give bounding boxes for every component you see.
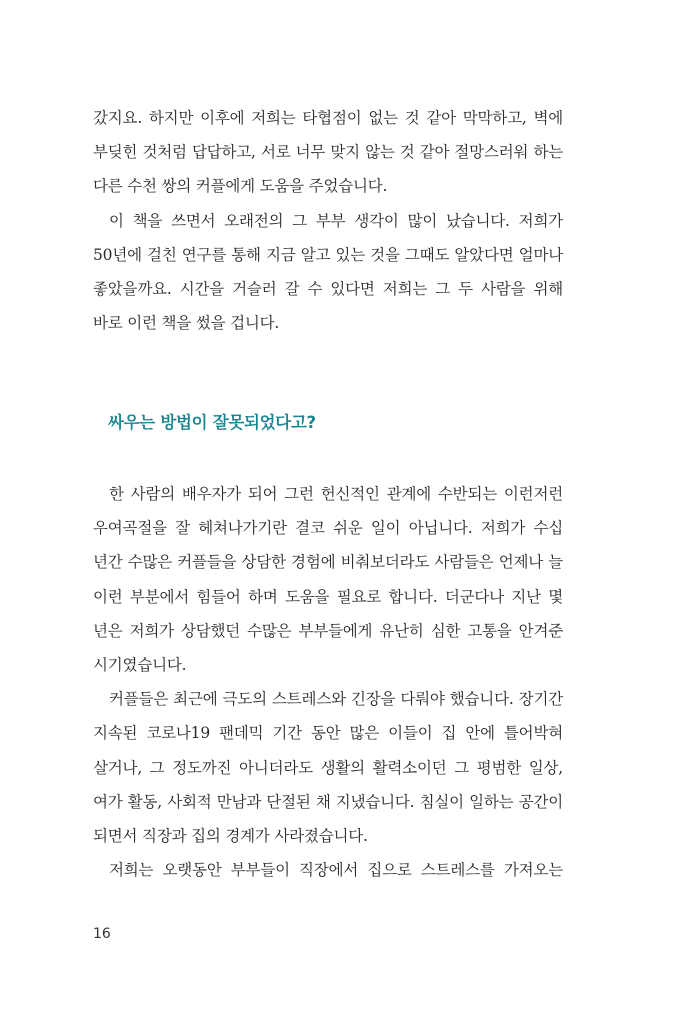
- paragraph: 갔지요. 하지만 이후에 저희는 타협점이 없는 것 같아 막막하고, 벽에 부딪힌 것처럼 답답하고, 서로 너무 맞지 않는 것 같아 절망스러워 하는 다른 수천 쌍의 커플에게 도움을 주었습니다.: [93, 109, 563, 196]
- paragraph: 커플들은 최근에 극도의 스트레스와 긴장을 다뤄야 했습니다. 장기간 지속된 코로나19 팬데믹 기간 동안 많은 이들이 집 안에 틀어박혀 살거나, 그 정도까진 아니더라도 생활의 활력소이던 그 평범한 일상, 여가 활동, 사회적 만남과 단절된 채 지냈습니다. 침실이 일하는 공간이 되면서 직장과 집의 경계가 사라졌습니다.: [93, 690, 563, 846]
- paragraph: 이 책을 쓰면서 오래전의 그 부부 생각이 많이 났습니다. 저희가 50년에 걸친 연구를 통해 지금 알고 있는 것을 그때도 알았다면 얼마나 좋았을까요. 시간을 거슬러 갈 수 있다면 저희는 그 두 사람을 위해 바로 이런 책을 썼을 겁니다.: [93, 211, 563, 333]
- text-block-top: [93, 101, 563, 340]
- paragraph: 저희는 오랫동안 부부들이 직장에서 집으로 스트레스를 가져오는: [109, 861, 563, 880]
- page-number: 16: [93, 926, 111, 942]
- paragraph: 한 사람의 배우자가 되어 그런 헌신적인 관계에 수반되는 이런저런 우여곡절을 잘 헤쳐나가기란 결코 쉬운 일이 아닙니다. 저희가 수십 년간 수많은 커플들을 상담한 경험에 비춰보더라도 사람들은 언제나 늘 이런 부분에서 힘들어 하며 도움을 필요로 합니다. 더군다나 지난 몇 년은 저희가 상담했던 수많은 부부들에게 유난히 심한 고통을 안겨준 시기였습니다.: [93, 485, 563, 675]
- section-heading: 싸우는 방법이 잘못되었다고?: [108, 413, 316, 432]
- text-block-bottom: [93, 477, 563, 887]
